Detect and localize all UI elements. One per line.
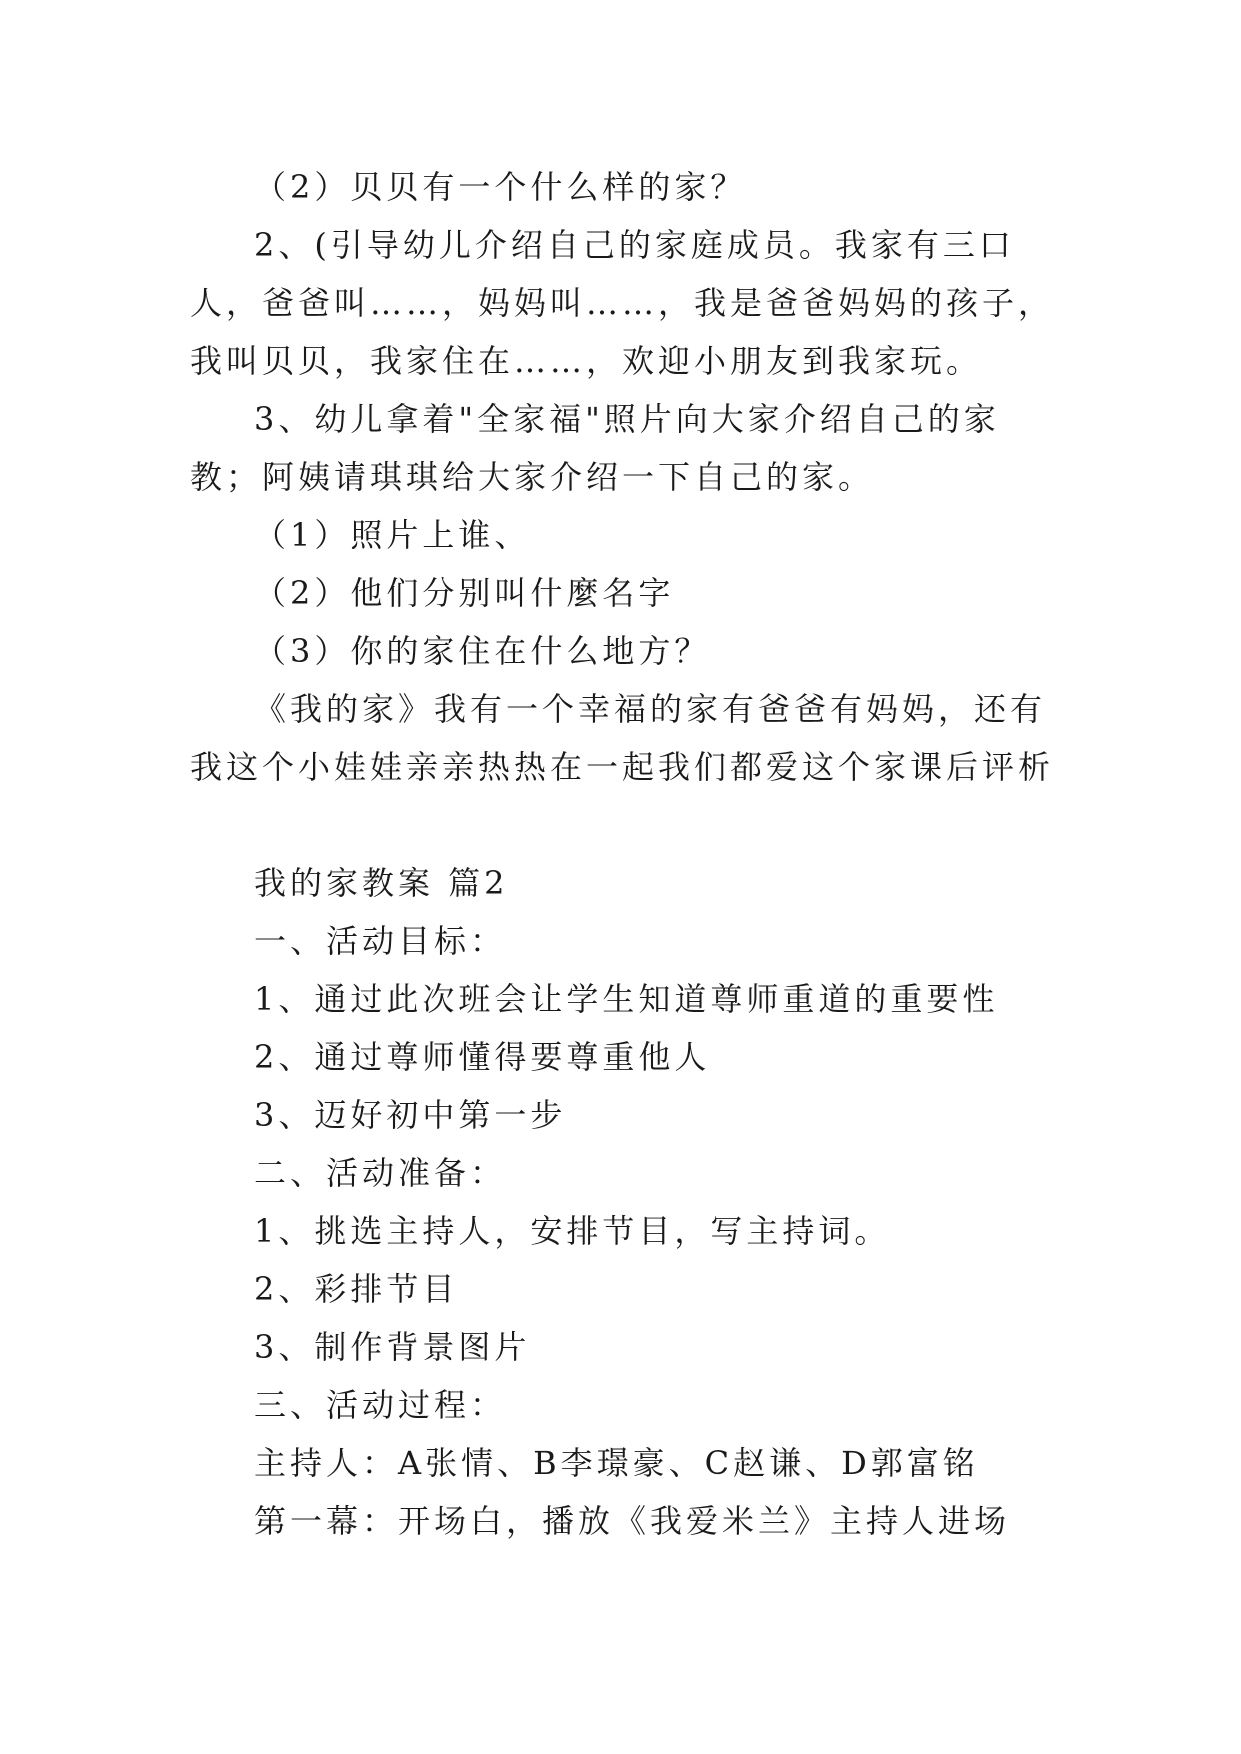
question-2: （2）贝贝有一个什么样的家？ <box>254 168 747 206</box>
plan-line: 3、制作背景图片 <box>254 1328 531 1366</box>
document-body <box>190 158 1070 1550</box>
plan-line: 2、通过尊师懂得要尊重他人 <box>254 1038 711 1076</box>
sub-question-1: （1）照片上谁、 <box>254 516 531 554</box>
step-2-paragraph: 2、(引导幼儿介绍自己的家庭成员。我家有三口人，爸爸叫……，妈妈叫……，我是爸爸妈妈的孩子，我叫贝贝，我家住在……，欢迎小朋友到我家玩。 <box>190 226 1055 380</box>
step-3-paragraph: 3、幼儿拿着"全家福"照片向大家介绍自己的家教；阿姨请琪琪给大家介绍一下自己的家。 <box>190 400 1000 496</box>
plan-line: 3、迈好初中第一步 <box>254 1096 567 1134</box>
plan-line: 二、活动准备： <box>254 1154 507 1192</box>
plan-line: 1、挑选主持人，安排节目，写主持词。 <box>254 1212 891 1250</box>
plan-line: 三、活动过程： <box>254 1386 507 1424</box>
plan-line: 第一幕：开场白，播放《我爱米兰》主持人进场 <box>254 1502 1011 1540</box>
section-title: 我的家教案 篇2 <box>254 864 509 902</box>
plan-line: 一、活动目标： <box>254 922 507 960</box>
plan-line: 2、彩排节目 <box>254 1270 459 1308</box>
plan-line: 主持人：A张情、B李璟豪、C赵谦、D郭富铭 <box>254 1444 979 1482</box>
section-spacer <box>190 796 1070 854</box>
sub-question-3: （3）你的家住在什么地方？ <box>254 632 711 670</box>
sub-question-2: （2）他们分别叫什麼名字 <box>254 574 675 612</box>
song-lyrics-paragraph: 《我的家》我有一个幸福的家有爸爸有妈妈，还有我这个小娃娃亲亲热热在一起我们都爱这个家课后评析 <box>190 690 1055 786</box>
plan-line: 1、通过此次班会让学生知道尊师重道的重要性 <box>254 980 999 1018</box>
